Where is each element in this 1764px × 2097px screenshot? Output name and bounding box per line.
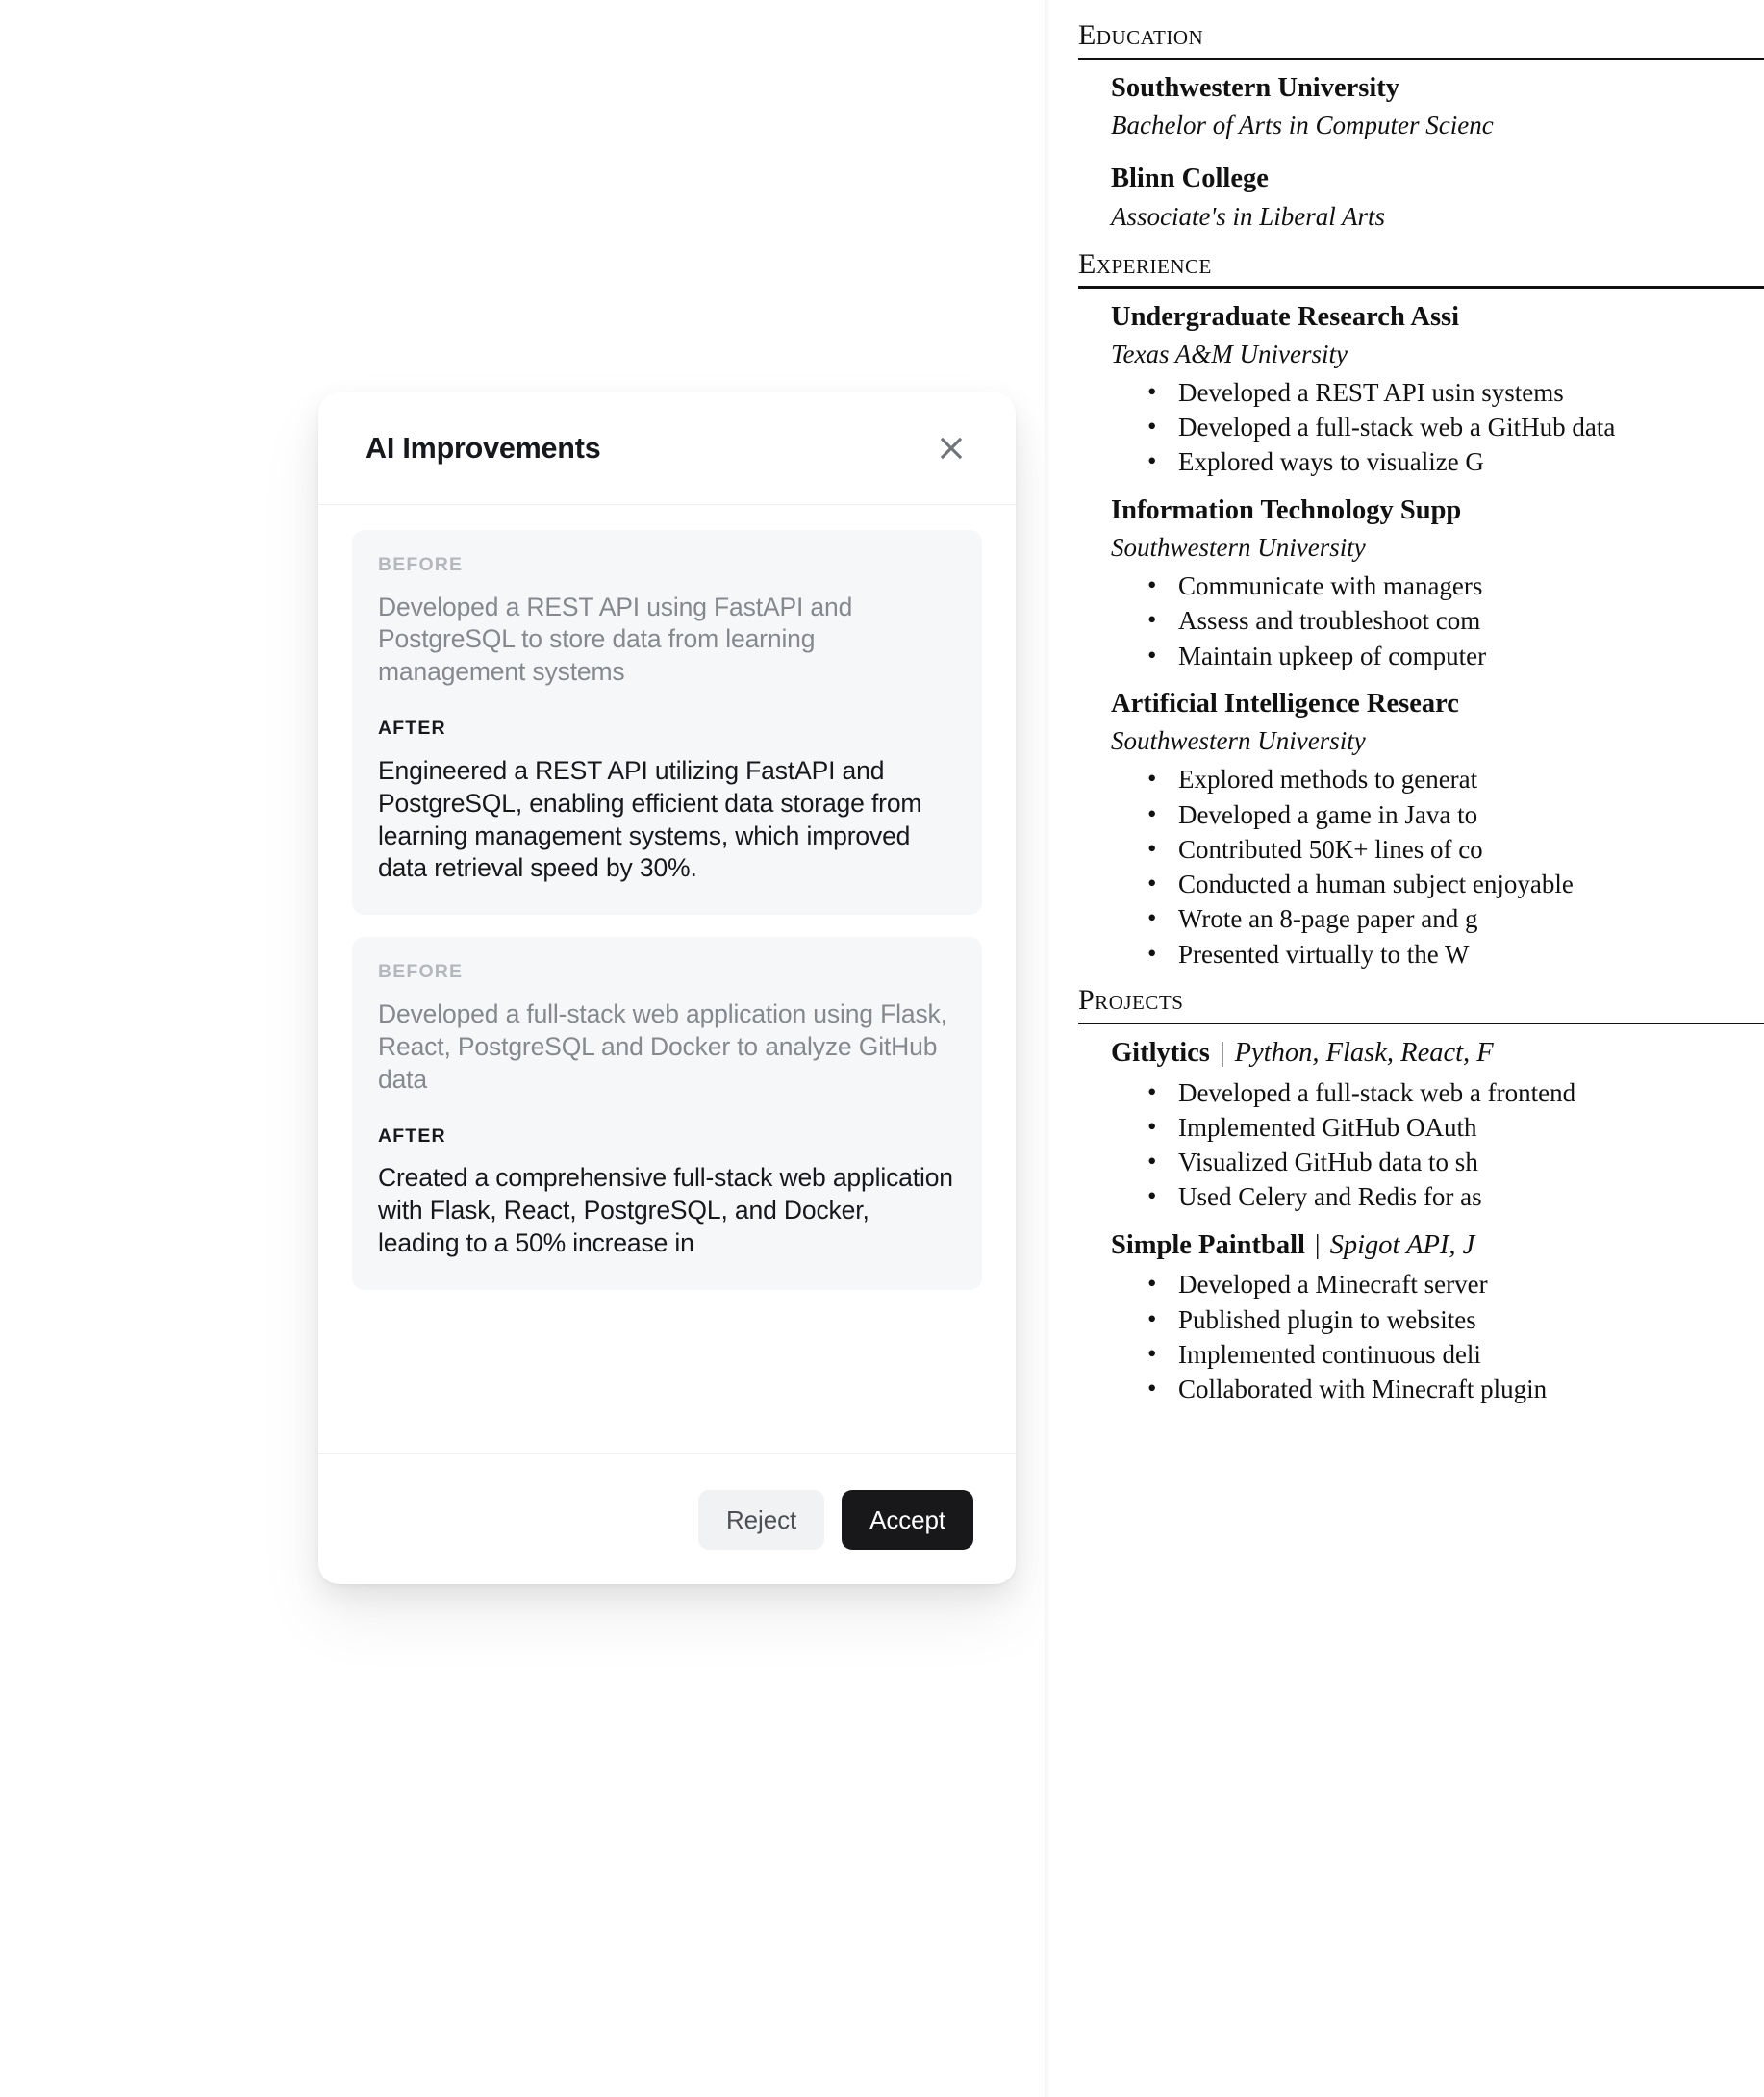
bullet-list bbox=[1111, 1075, 1764, 1215]
resume-entry bbox=[1111, 1034, 1764, 1215]
entry-heading: Undergraduate Research Assi bbox=[1111, 301, 1460, 332]
resume-document bbox=[1050, 0, 1764, 1419]
bullet-item: • Collaborated with Minecraft plugin bbox=[1146, 1372, 1764, 1406]
project-stack: Spigot API, J bbox=[1329, 1229, 1475, 1260]
resume-section-projects bbox=[1078, 985, 1764, 1406]
bullet-item: • Explored ways to visualize G bbox=[1146, 444, 1764, 479]
entry-heading: Artificial Intelligence Researc bbox=[1111, 688, 1459, 719]
bullet-item: • Communicate with managers bbox=[1146, 568, 1764, 603]
resume-entry bbox=[1111, 685, 1764, 972]
resume-section-experience bbox=[1078, 249, 1764, 973]
bullet-item: • Implemented continuous deli bbox=[1146, 1337, 1764, 1372]
bullet-item: • Contributed 50K+ lines of co bbox=[1146, 832, 1764, 867]
project-separator: | bbox=[1219, 1038, 1225, 1069]
before-text: Developed a full-stack web application using Flask, React, PostgreSQL and Docker to analyze GitHub data bbox=[378, 998, 947, 1094]
after-text: Engineered a REST API utilizing FastAPI and PostgreSQL, enabling efficient data storage from learning management systems, which improved data retrieval speed by 30%. bbox=[378, 755, 922, 883]
after-text: Created a comprehensive full-stack web application with Flask, React, PostgreSQL, and Docker, leading to a 50% increase in bbox=[378, 1163, 953, 1257]
bullet-item: • Implemented GitHub OAuth bbox=[1146, 1110, 1764, 1145]
project-stack: Python, Flask, React, F bbox=[1234, 1038, 1494, 1069]
bullet-item: • Published plugin to websites bbox=[1146, 1302, 1764, 1337]
section-title: Projects bbox=[1078, 984, 1184, 1017]
resume-section-education bbox=[1078, 20, 1764, 236]
bullet-item: • Developed a game in Java to bbox=[1146, 797, 1764, 832]
before-block bbox=[378, 556, 956, 689]
close-icon[interactable] bbox=[929, 426, 973, 470]
accept-button[interactable]: Accept bbox=[842, 1490, 973, 1550]
section-rule bbox=[1078, 58, 1764, 61]
entry-heading: Blinn College bbox=[1111, 164, 1269, 194]
before-block bbox=[378, 963, 956, 1096]
bullet-item: • Conducted a human subject enjoyable bbox=[1146, 867, 1764, 901]
bullet-item: • Used Celery and Redis for as bbox=[1146, 1179, 1764, 1214]
resume-entry bbox=[1111, 1226, 1764, 1407]
bullet-item: • Visualized GitHub data to sh bbox=[1146, 1145, 1764, 1179]
modal-header bbox=[318, 392, 1016, 505]
project-separator: | bbox=[1314, 1229, 1321, 1260]
bullet-item: • Explored methods to generat bbox=[1146, 762, 1764, 796]
bullet-item: • Presented virtually to the W bbox=[1146, 937, 1764, 972]
project-name: Gitlytics bbox=[1111, 1038, 1210, 1069]
spacer bbox=[1078, 148, 1764, 160]
entry-heading: Southwestern University bbox=[1111, 73, 1400, 103]
modal-title: AI Improvements bbox=[365, 431, 601, 465]
entry-heading: Information Technology Supp bbox=[1111, 494, 1462, 525]
bullet-item: • Wrote an 8-page paper and g bbox=[1146, 901, 1764, 936]
resume-preview-pane[interactable] bbox=[1050, 0, 1764, 2097]
entry-subheading: Associate's in Liberal Arts bbox=[1111, 201, 1386, 231]
bullet-list bbox=[1111, 375, 1764, 480]
bullet-item: • Maintain upkeep of computer bbox=[1146, 639, 1764, 673]
after-block bbox=[378, 1124, 956, 1260]
improvement-card bbox=[352, 530, 982, 915]
resume-entry bbox=[1111, 298, 1764, 480]
section-rule bbox=[1078, 286, 1764, 289]
entry-subheading: Southwestern University bbox=[1111, 726, 1366, 756]
section-title: Education bbox=[1078, 19, 1204, 51]
improvements-list[interactable] bbox=[318, 505, 1016, 1453]
ai-improvements-modal bbox=[318, 392, 1016, 1584]
improvement-card bbox=[352, 937, 982, 1289]
bullet-item: • Developed a REST API usin systems bbox=[1146, 375, 1764, 410]
resume-entry bbox=[1111, 492, 1764, 673]
bullet-list bbox=[1111, 568, 1764, 673]
entry-subheading: Bachelor of Arts in Computer Scienc bbox=[1111, 111, 1494, 140]
bullet-list bbox=[1111, 1267, 1764, 1406]
resume-entry bbox=[1111, 160, 1764, 235]
after-block bbox=[378, 720, 956, 885]
before-label: BEFORE bbox=[378, 961, 464, 983]
bullet-item: • Developed a full-stack web a GitHub data bbox=[1146, 410, 1764, 444]
before-label: BEFORE bbox=[378, 554, 464, 575]
modal-footer bbox=[318, 1453, 1016, 1584]
entry-heading bbox=[1111, 1226, 1764, 1265]
entry-heading bbox=[1111, 1034, 1764, 1073]
before-text: Developed a REST API using FastAPI and PostgreSQL to store data from learning management systems bbox=[378, 592, 853, 687]
project-name: Simple Paintball bbox=[1111, 1229, 1305, 1260]
after-label: AFTER bbox=[378, 718, 446, 740]
resume-entry bbox=[1111, 69, 1764, 144]
entry-subheading: Texas A&M University bbox=[1111, 340, 1348, 368]
bullet-item: • Assess and troubleshoot com bbox=[1146, 603, 1764, 638]
bullet-item: • Developed a full-stack web a frontend bbox=[1146, 1075, 1764, 1110]
bullet-list bbox=[1111, 762, 1764, 972]
section-title: Experience bbox=[1078, 247, 1212, 280]
section-rule bbox=[1078, 1023, 1764, 1025]
reject-button[interactable]: Reject bbox=[698, 1490, 824, 1550]
entry-subheading: Southwestern University bbox=[1111, 533, 1366, 563]
bullet-item: • Developed a Minecraft server bbox=[1146, 1267, 1764, 1301]
after-label: AFTER bbox=[378, 1124, 446, 1147]
